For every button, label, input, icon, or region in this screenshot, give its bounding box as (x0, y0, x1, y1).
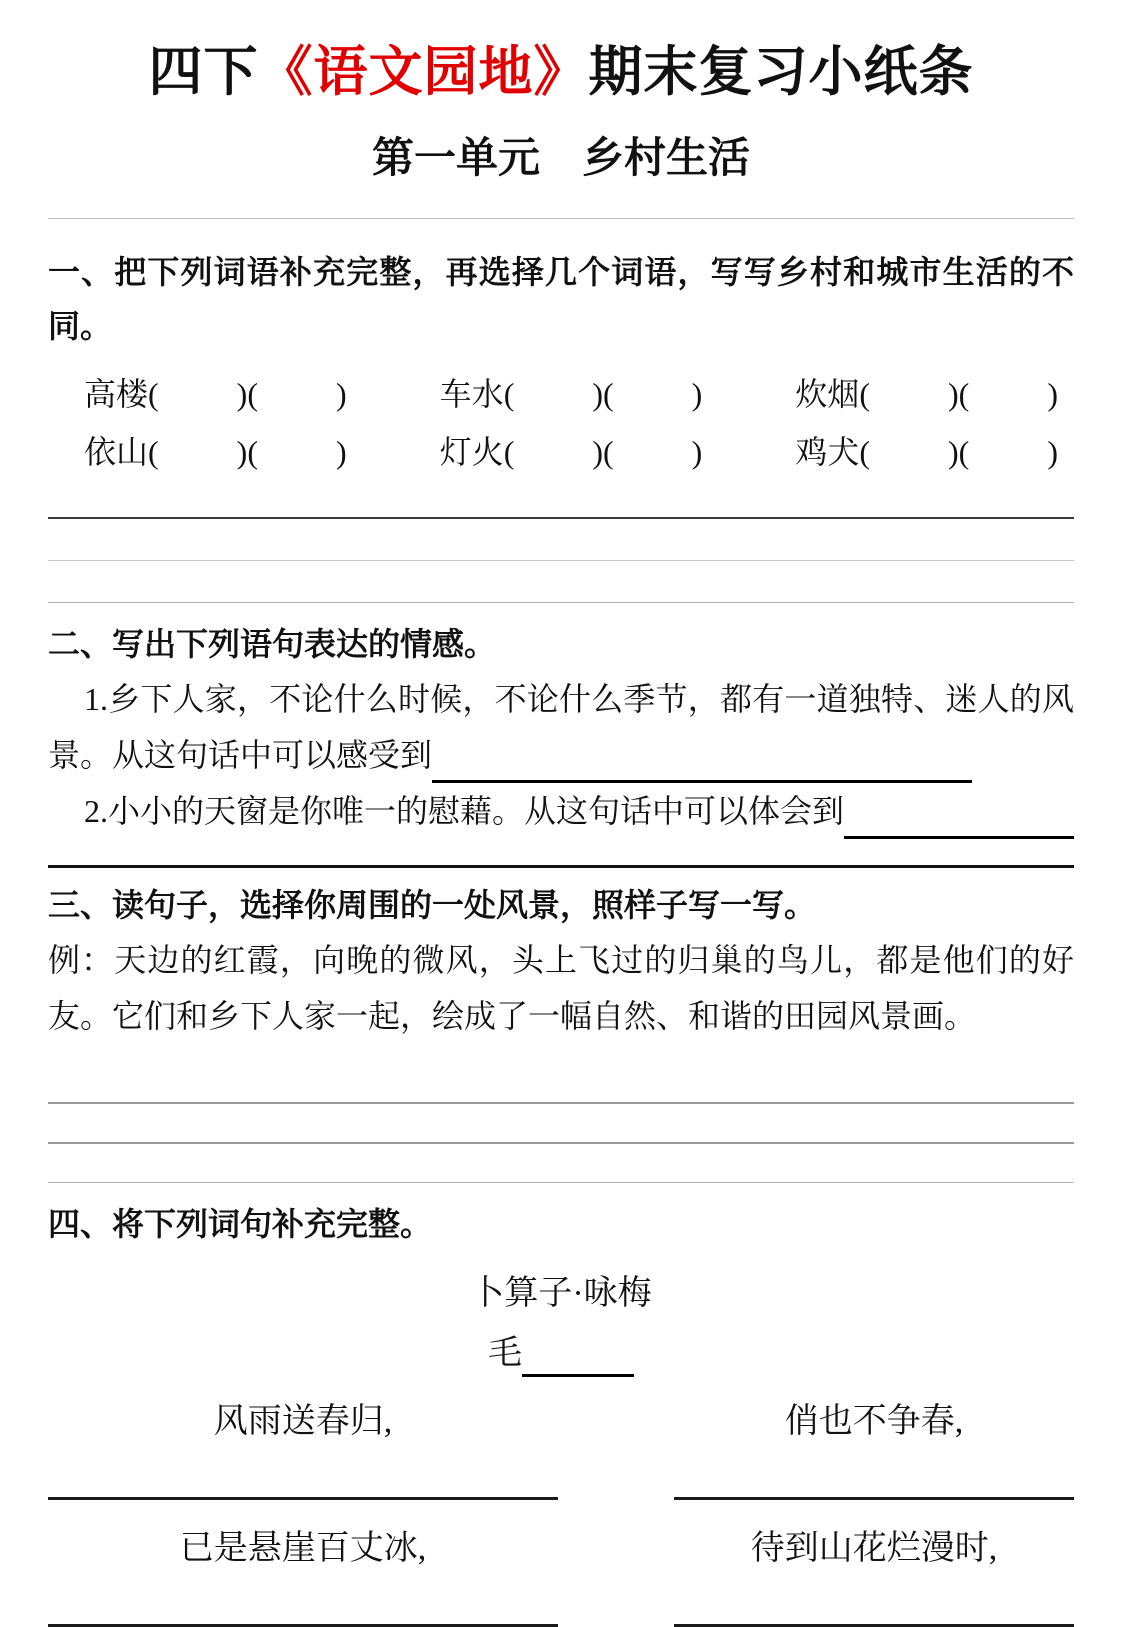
poem-author-prefix: 毛 (488, 1335, 522, 1372)
word-group-jiquan (795, 423, 1058, 481)
paren: ) (335, 434, 347, 470)
paren: ( (603, 376, 614, 412)
word-group-denghuo (440, 423, 703, 481)
paren: ) (236, 376, 248, 412)
word-group-chuiyan (795, 365, 1058, 423)
word-stem: 车水 (439, 376, 504, 412)
poem-line-2: 俏也不争春, (784, 1403, 964, 1440)
unit-subtitle: 第一单元 乡村生活 (371, 134, 750, 181)
section1-word-fill-block (48, 365, 1074, 481)
title-prefix: 四下 (148, 42, 259, 102)
paren: ( (958, 376, 970, 412)
section2-item2-text: 2.小小的天窗是你唯一的慰藉。从这句话中可以体会到 (84, 793, 845, 829)
paren: ) (691, 434, 703, 470)
paren: ( (247, 434, 258, 470)
title-highlight: 《语文园地》 (258, 42, 589, 102)
section2-item1 (48, 671, 1074, 783)
paren: ( (603, 434, 614, 470)
title-suffix: 期末复习小纸条 (588, 42, 974, 102)
paren: ) (1047, 434, 1058, 470)
paren: ) (948, 376, 959, 412)
poem-line-1: 风雨送春归, (213, 1403, 393, 1440)
section2-item1-text: 1.乡下人家，不论什么时候，不论什么季节，都有一道独特、迷人的风景。从这句话中可以感受到 (48, 681, 1074, 773)
poem-row-1 (48, 1399, 1074, 1500)
paren: ) (948, 434, 959, 470)
paren: ) (236, 434, 248, 470)
answer-line (48, 1102, 1074, 1104)
answer-line (48, 1182, 1074, 1183)
author-blank-underline (522, 1347, 634, 1377)
answer-line (48, 1142, 1074, 1144)
paren: ( (148, 376, 159, 412)
word-stem: 鸡犬 (795, 434, 860, 470)
paren: ) (592, 376, 603, 412)
section2-item2 (48, 783, 1074, 839)
poem-answer-line (674, 1497, 1074, 1500)
word-stem: 灯火 (439, 434, 504, 470)
poem-line-3: 已是悬崖百丈冰, (179, 1530, 427, 1567)
paren: ) (335, 376, 347, 412)
word-group-yishan (84, 423, 347, 481)
answer-line (48, 602, 1074, 603)
poem-row-2 (48, 1526, 1074, 1627)
page-title (48, 36, 1074, 108)
paren: ( (859, 434, 871, 470)
poem-author-row (48, 1331, 1074, 1377)
word-stem: 依山 (84, 434, 149, 470)
answer-line (48, 560, 1074, 561)
poem-title: 卜算子·咏梅 (470, 1275, 652, 1312)
paren: ( (148, 434, 159, 470)
section-divider-line (48, 865, 1074, 868)
answer-blank-underline (432, 749, 972, 783)
word-group-cheshui (440, 365, 703, 423)
paren: ) (592, 434, 603, 470)
word-group-gaolou (84, 365, 347, 423)
section3-heading: 三、读句子，选择你周围的一处风景，照样子写一写。 (48, 887, 817, 923)
paren: ( (859, 376, 871, 412)
word-row-1 (84, 365, 1058, 423)
answer-line (48, 517, 1074, 519)
header-divider (48, 218, 1074, 219)
word-stem: 炊烟 (795, 376, 860, 412)
answer-blank-underline (844, 795, 1074, 839)
paren: ) (691, 376, 703, 412)
paren: ) (1047, 376, 1058, 412)
word-stem: 高楼 (84, 376, 149, 412)
section2-heading: 二、写出下列语句表达的情感。 (48, 626, 497, 662)
section1-heading: 一、把下列词语补充完整，再选择几个词语，写写乡村和城市生活的不同。 (48, 254, 1074, 344)
paren: ( (503, 434, 515, 470)
section3-example: 例：天边的红霞，向晚的微风，头上飞过的归巢的鸟儿，都是他们的好友。它们和乡下人家一起，绘成了一幅自然、和谐的田园风景画。 (48, 942, 1074, 1034)
poem-line-4: 待到山花烂漫时, (750, 1530, 998, 1567)
paren: ( (247, 376, 258, 412)
section4-heading: 四、将下列词句补充完整。 (48, 1206, 433, 1242)
poem-answer-line (48, 1497, 558, 1500)
paren: ( (503, 376, 515, 412)
paren: ( (958, 434, 970, 470)
word-row-2 (84, 423, 1058, 481)
